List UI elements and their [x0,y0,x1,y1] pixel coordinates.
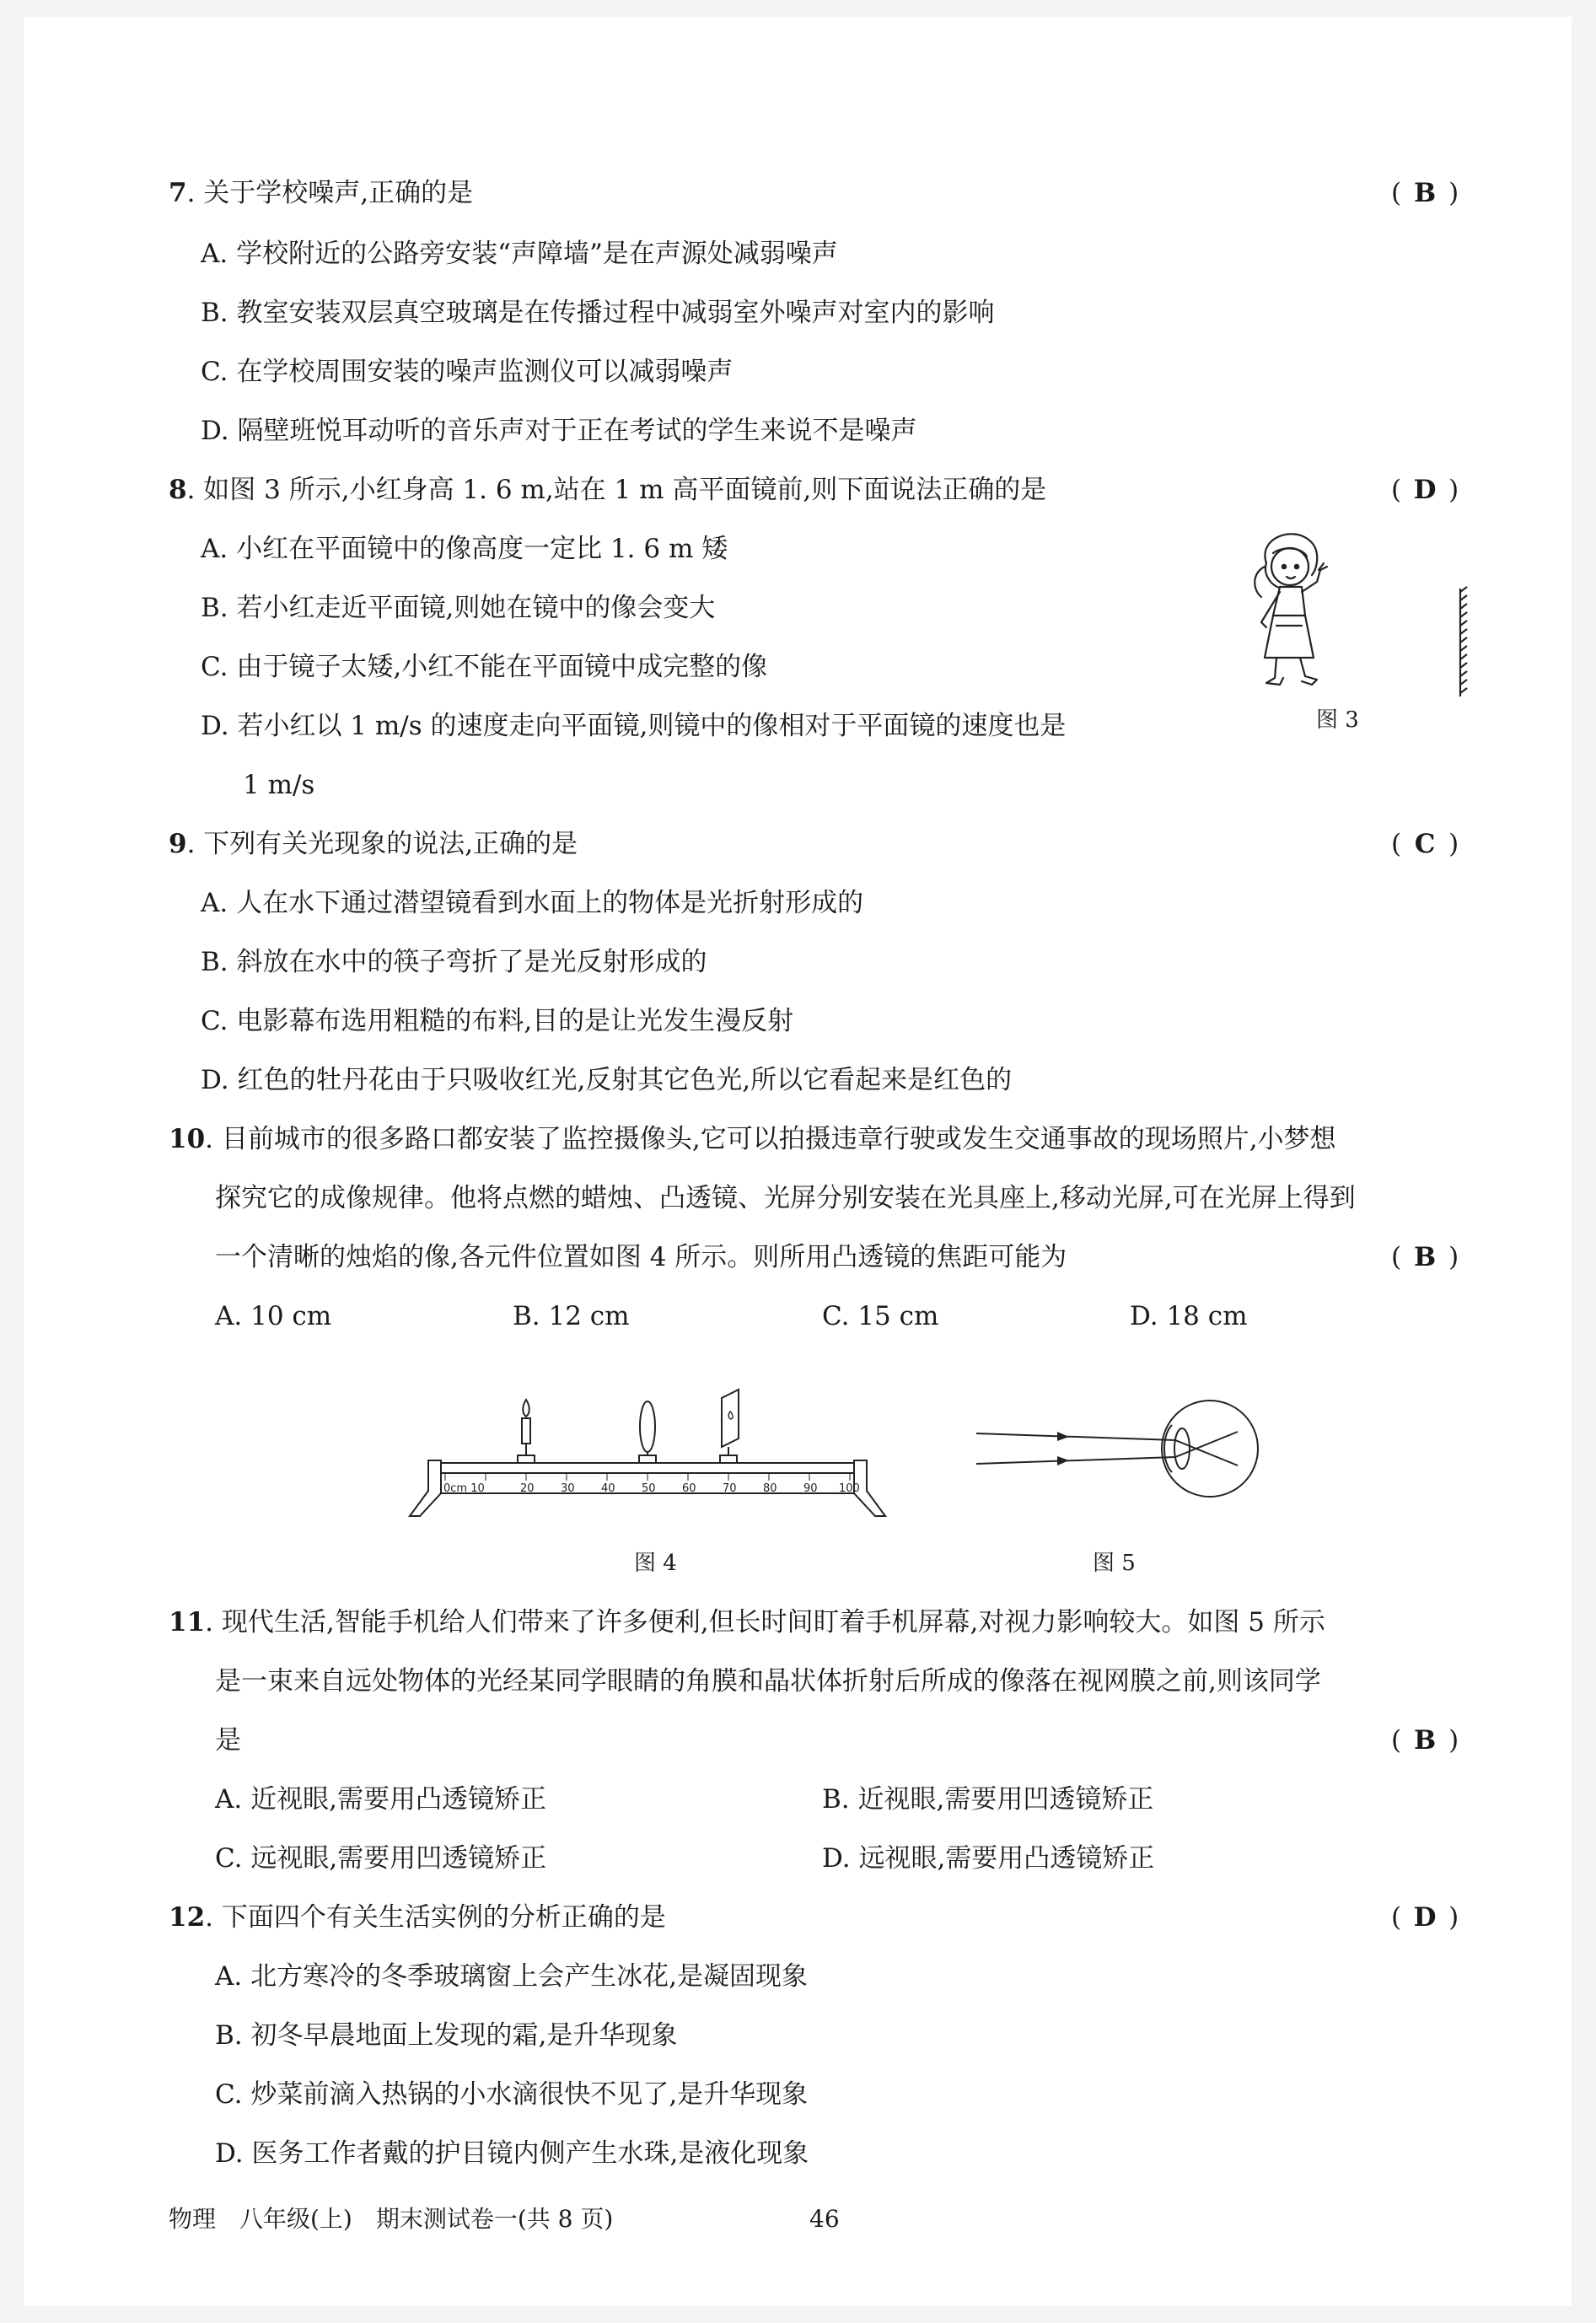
question-10-option-b: B. 12 cm [513,1301,630,1331]
question-7-option-c: C. 在学校周围安装的噪声监测仪可以减弱噪声 [201,357,734,387]
question-text: . 如图 3 所示,小红身高 1. 6 m,站在 1 m 高平面镜前,则下面说法正确的是 [186,475,1047,505]
candle-flame [523,1400,529,1417]
question-8-stem [169,473,1046,507]
bench-left-support [410,1460,441,1516]
convex-lens [639,1401,656,1463]
arrow-head [1057,1456,1069,1465]
scale-label: 100 [839,1482,860,1495]
question-7-option-b: B. 教室安装双层真空玻璃是在传播过程中减弱室外噪声对室内的影响 [201,298,995,328]
arrow-head [1057,1432,1069,1441]
answer-bracket-open: ( [1391,178,1402,208]
scale-label: 20 [520,1482,535,1495]
bench-rail [441,1463,854,1473]
question-number: 9 [169,829,187,859]
question-7-stem [169,176,473,210]
answer-bracket-open: ( [1391,1725,1402,1756]
scale-label: 60 [682,1482,696,1495]
question-8-option-a: A. 小红在平面镜中的像高度一定比 1. 6 m 矮 [201,534,728,564]
answer-bracket-open: ( [1391,1902,1402,1933]
question-12-option-a: A. 北方寒冷的冬季玻璃窗上会产生冰花,是凝固现象 [215,1961,808,1992]
question-number: 11 [169,1607,206,1637]
answer-bracket-open: ( [1391,475,1402,505]
scale-label: 50 [642,1482,656,1495]
figure-4-optical-bench [403,1383,892,1518]
question-number: 10 [169,1124,206,1154]
question-10-stem-line-3: 一个清晰的烛焰的像,各元件位置如图 4 所示。则所用凸透镜的焦距可能为 [215,1242,1067,1272]
question-11-answer [1391,1723,1484,1757]
scale-label: 30 [561,1482,575,1495]
question-9-option-c: C. 电影幕布选用粗糙的布料,目的是让光发生漫反射 [201,1006,794,1036]
candle [518,1400,535,1463]
figure-5-eye-diagram [970,1391,1273,1509]
question-11-option-b: B. 近视眼,需要用凹透镜矫正 [822,1784,1154,1815]
question-11-stem-line-3: 是 [215,1725,241,1756]
answer-bracket-close: ) [1448,829,1459,859]
question-10-answer [1391,1240,1484,1274]
question-11-option-c: C. 远视眼,需要用凹透镜矫正 [215,1843,547,1874]
answer-letter: D [1413,1902,1437,1933]
plane-mirror [1460,587,1467,696]
question-8-option-d: D. 若小红以 1 m/s 的速度走向平面镜,则镜中的像相对于平面镜的速度也是 [201,711,1067,741]
scale-label: 0cm 10 [443,1482,485,1495]
answer-bracket-close: ) [1448,1725,1459,1756]
question-10-option-d: D. 18 cm [1130,1301,1248,1331]
question-9-stem [169,827,578,861]
figure-5-caption: 图 5 [1093,1551,1136,1576]
question-9-option-d: D. 红色的牡丹花由于只吸收红光,反射其它色光,所以它看起来是红色的 [201,1065,1013,1095]
question-8-option-c: C. 由于镜子太矮,小红不能在平面镜中成完整的像 [201,652,768,682]
answer-bracket-close: ) [1448,1902,1459,1933]
question-text: . 关于学校噪声,正确的是 [186,178,474,208]
question-12-option-b: B. 初冬早晨地面上发现的霜,是升华现象 [215,2020,678,2051]
answer-letter: B [1414,1725,1437,1756]
question-9-answer [1391,827,1484,861]
question-7-option-a: A. 学校附近的公路旁安装“声障墙”是在声源处减弱噪声 [201,239,838,269]
question-number: 8 [169,475,187,505]
answer-bracket-close: ) [1448,1242,1459,1272]
scale-label: 40 [601,1482,615,1495]
scale-label: 70 [723,1482,737,1495]
crystalline-lens [1174,1428,1190,1469]
answer-bracket-open: ( [1391,1242,1402,1272]
answer-letter: B [1414,178,1437,208]
question-10-stem-line-2: 探究它的成像规律。他将点燃的蜡烛、凸透镜、光屏分别安装在光具座上,移动光屏,可在光屏上得到 [215,1183,1356,1213]
question-text: . 下面四个有关生活实例的分析正确的是 [205,1902,666,1933]
page-number: 46 [809,2205,840,2233]
question-8-answer [1391,473,1484,507]
answer-bracket-open: ( [1391,829,1402,859]
question-number: 12 [169,1902,206,1933]
girl-figure [1255,534,1327,685]
figure-3-illustration [1214,523,1501,700]
figure-3-caption: 图 3 [1316,707,1359,733]
question-12-option-d: D. 医务工作者戴的护目镜内侧产生水珠,是液化现象 [215,2138,809,2169]
question-11-option-a: A. 近视眼,需要用凸透镜矫正 [215,1784,546,1815]
question-11-option-d: D. 远视眼,需要用凸透镜矫正 [822,1843,1155,1874]
question-10-stem-line-1 [169,1122,1336,1156]
answer-letter: B [1414,1242,1437,1272]
question-12-stem [169,1901,666,1934]
question-11-stem-line-1 [169,1605,1325,1639]
scale-label: 90 [803,1482,818,1495]
question-7-option-d: D. 隔壁班悦耳动听的音乐声对于正在考试的学生来说不是噪声 [201,416,917,446]
question-10-option-c: C. 15 cm [822,1301,939,1331]
scale-label: 80 [763,1482,777,1495]
question-8-option-b: B. 若小红走近平面镜,则她在镜中的像会变大 [201,593,716,623]
question-9-option-a: A. 人在水下通过潜望镜看到水面上的物体是光折射形成的 [201,888,864,918]
question-number: 7 [169,178,187,208]
question-11-stem-line-2: 是一束来自远处物体的光经某同学眼睛的角膜和晶状体折射后所成的像落在视网膜之前,则该同学 [215,1666,1321,1697]
answer-bracket-close: ) [1448,475,1459,505]
question-text: . 现代生活,智能手机给人们带来了许多便利,但长时间盯着手机屏幕,对视力影响较大。如图 5 所示 [205,1607,1325,1637]
question-10-option-a: A. 10 cm [215,1301,332,1331]
light-screen [720,1390,739,1463]
question-9-option-b: B. 斜放在水中的筷子弯折了是光反射形成的 [201,947,707,977]
question-12-option-c: C. 炒菜前滴入热锅的小水滴很快不见了,是升华现象 [215,2079,809,2110]
question-text: . 目前城市的很多路口都安装了监控摄像头,它可以拍摄违章行驶或发生交通事故的现场照片,小梦想 [205,1124,1336,1154]
answer-letter: D [1413,475,1437,505]
answer-letter: C [1414,829,1436,859]
answer-bracket-close: ) [1448,178,1459,208]
question-12-answer [1391,1901,1484,1934]
question-7-answer [1391,176,1484,210]
question-text: . 下列有关光现象的说法,正确的是 [186,829,578,859]
figure-4-caption: 图 4 [634,1551,677,1576]
question-8-option-d-continuation: 1 m/s [243,770,315,800]
footer-title: 物理 八年级(上) 期末测试卷一(共 8 页) [169,2205,614,2233]
